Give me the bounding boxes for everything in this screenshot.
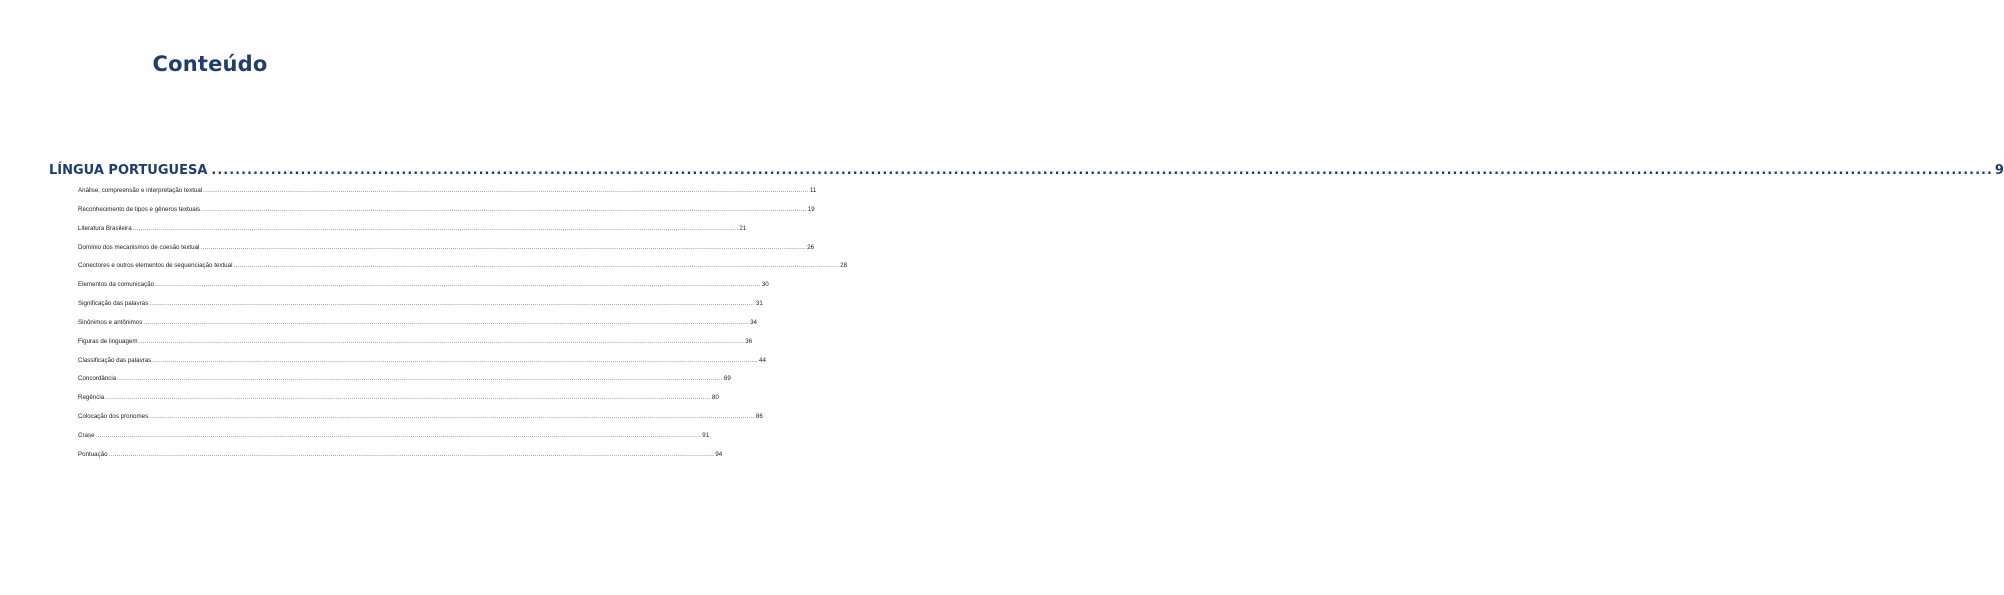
toc-entry-label: Reconhecimento de tipos e gêneros textuais (78, 205, 201, 213)
toc-section-heading[interactable] (49, 163, 2004, 178)
dot-leader: ............................................................................................................................................................................................................................................................................................................ (138, 337, 745, 345)
dot-leader: ............................................................................................................................................................................................................................................................................................................ (201, 205, 807, 213)
toc-entry-page: 36 (745, 337, 753, 345)
dot-leader: ............................................................................................................................................................................................................................................................................................................ (233, 262, 840, 270)
toc-entry[interactable] (78, 450, 723, 470)
dot-leader: ............................................................................................................................................................................................................................................................................................................ (149, 413, 755, 421)
toc-entry-label: Análise, compreensão e interpretação textual (78, 187, 203, 194)
toc-entry[interactable] (78, 375, 731, 394)
dot-leader: ............................................................................................................................................................................................................................................................................................................ (203, 187, 809, 194)
dot-leader: ............................................................................................................................................................................................................................................................................................................ (152, 356, 758, 364)
toc-entry[interactable] (78, 356, 766, 376)
toc-entry-page: 80 (711, 394, 719, 402)
toc-entry-page: 44 (759, 356, 766, 364)
toc-entry-page: 11 (809, 187, 817, 194)
dot-leader: ............................................................................................................................................................................................................................................................................................................ (149, 300, 755, 308)
toc-entry-page: 26 (807, 243, 815, 251)
toc-entry[interactable] (78, 243, 815, 263)
dot-leader: ............................................................................................................................................................................................................................................................................................................ (211, 163, 1993, 178)
dot-leader: ............................................................................................................................................................................................................................................................................................................ (108, 450, 715, 458)
toc-entry[interactable] (78, 224, 747, 244)
toc-entry-page: 31 (755, 300, 763, 308)
dot-leader: ............................................................................................................................................................................................................................................................................................................ (95, 431, 702, 439)
dot-leader: ............................................................................................................................................................................................................................................................................................................ (143, 318, 750, 326)
toc-entry-page: 19 (807, 205, 815, 213)
toc-section-page: 9 (1994, 163, 2004, 178)
toc-entry-label: Literatura Brasileira (78, 224, 132, 232)
toc-entry-label: Classificação das palavras (78, 356, 152, 364)
toc-entry-label: Conectores e outros elementos de sequenciação textual (78, 262, 233, 270)
toc-entry-label: Crase (78, 431, 95, 439)
toc-entry[interactable] (78, 205, 815, 225)
toc-entry-page: 21 (739, 224, 747, 232)
dot-leader: ............................................................................................................................................................................................................................................................................................................ (105, 394, 711, 402)
toc-entry-label: Elementos da comunicação (78, 281, 155, 289)
toc-entry[interactable] (78, 300, 763, 319)
toc-entry-page: 94 (715, 450, 723, 458)
toc-entry-label: Regência (78, 394, 105, 402)
toc-entry-page: 91 (702, 431, 710, 439)
dot-leader: ............................................................................................................................................................................................................................................................................................................ (117, 375, 723, 383)
toc-entry[interactable] (78, 262, 848, 281)
dot-leader: ............................................................................................................................................................................................................................................................................................................ (132, 224, 739, 232)
toc-entry[interactable] (78, 394, 719, 413)
toc-entry[interactable] (78, 431, 710, 451)
toc-entry-label: Colocação dos pronomes (78, 413, 149, 421)
dot-leader: ............................................................................................................................................................................................................................................................................................................ (155, 281, 761, 289)
toc-entry-label: Sinônimos e antônimos (78, 318, 143, 326)
toc-entry-page: 30 (761, 281, 769, 289)
toc-entry-label: Pontuação (78, 450, 108, 458)
toc-entry[interactable] (78, 187, 817, 206)
toc-entry-page: 28 (840, 262, 848, 270)
toc-entry[interactable] (78, 318, 757, 338)
toc-section-title: LÍNGUA PORTUGUESA (49, 163, 208, 178)
toc-entry-page: 69 (723, 375, 731, 383)
toc-list (78, 187, 848, 470)
toc-entry[interactable] (78, 337, 753, 357)
toc-entry-page: 34 (750, 318, 757, 326)
toc-entry-page: 86 (755, 413, 763, 421)
toc-entry-label: Figuras de linguagem (78, 337, 138, 345)
page-title: Conteúdo (152, 52, 268, 76)
toc-entry[interactable] (78, 413, 763, 432)
toc-entry-label: Concordância (78, 375, 117, 383)
toc-entry-label: Significação das palavras (78, 300, 149, 308)
dot-leader: ............................................................................................................................................................................................................................................................................................................ (200, 243, 807, 251)
toc-entry[interactable] (78, 281, 769, 300)
toc-entry-label: Domínio dos mecanismos de coesão textual (78, 243, 200, 251)
